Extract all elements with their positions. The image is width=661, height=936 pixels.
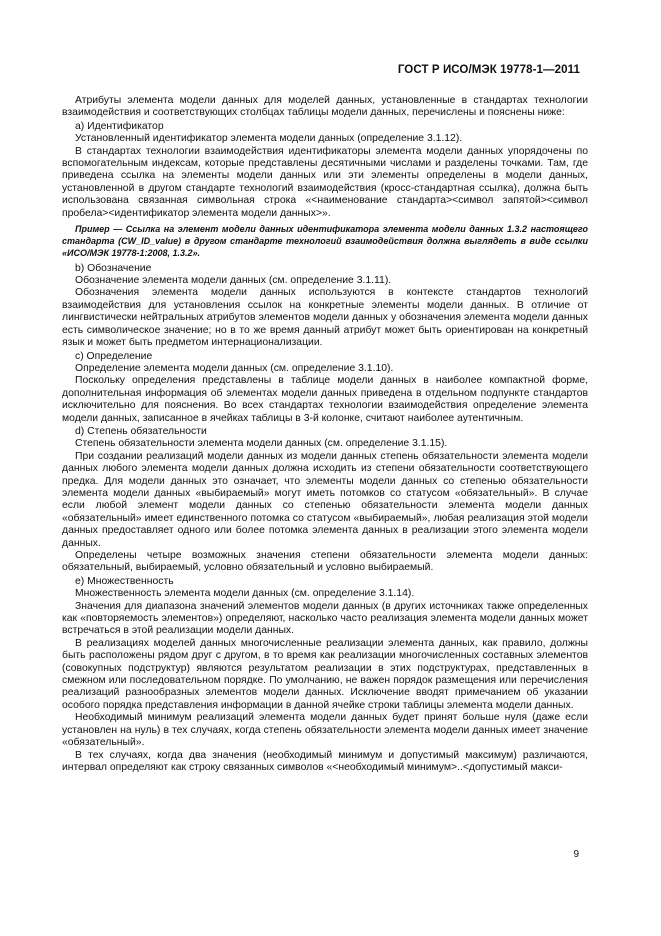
paragraph: В стандартах технологии взаимодействия идентификаторы элемента модели данных упорядочены по вспомогательным индексам, которые представлены десятичными числами и разделены точками. Там, где приведена ссылка на элементы модели данных или эти элементы определены в модели данных, установленной в другом стандарте технологий взаимодействия (кросс-стандартная ссылка), должна быть использована связанная символьная строка «<наименование стандарта><символ запятой><символ пробела><идентификатор элемента модели данных>».: [62, 145, 588, 219]
paragraph: Обозначения элемента модели данных используются в контексте стандартов технологий взаимодействия для установления ссылок на конкретные элементы модели данных. В отличие от лингвистически нейтральных атрибутов элементов модели данных у обозначения элемента модели данных есть символическое значение; но в то же время данный атрибут может быть ориентирован на конкретный язык и может быть предметом интернационализации.: [62, 287, 588, 349]
paragraph: Определены четыре возможных значения степени обязательности элемента модели данных: обязательный, выбираемый, условно обязательный и условно выбираемый.: [62, 550, 588, 574]
page-number: 9: [573, 849, 579, 860]
paragraph: При создании реализаций модели данных из модели данных степень обязательности элемента модели данных любого элемента модели данных должна исходить из степени обязательности соответствующего предка. Для модели данных это означает, что элементы модели данных со степенью обязательности элемента модели данных «выбираемый» могут иметь потомков со статусом «обязательный». В случае если любой элемент модели данных со степенью обязательности элемента модели данных «обязательный» имеет единственного потомка со статусом «выбираемый», любая реализация этой модели данных предоставляет одного или более потомка элемента данных в реализации этого элемента модели данных.: [62, 450, 588, 549]
document-body: [62, 95, 588, 774]
section-heading-d: d) Степень обязательности: [75, 425, 207, 437]
paragraph: Множественность элемента модели данных (см. определение 3.1.14).: [75, 588, 415, 600]
paragraph: Необходимый минимум реализаций элемента модели данных будет принят больше нуля (даже если установлен на нуль) в тех случаях, когда степень обязательности элемента модели данных имеет значение «обязательный».: [62, 712, 588, 749]
example-note: Пример — Ссылка на элемент модели данных идентификатора элемента модели данных 1.3.2 настоящего стандарта (CW_ID_value) в другом стандарте технологий взаимодействия должна выглядеть в виде ссылки «ИСО/МЭК 19778-1:2008, 1.3.2».: [62, 224, 588, 259]
section-heading-c: c) Определение: [75, 350, 153, 362]
document-header: ГОСТ Р ИСО/МЭК 19778-1—2011: [397, 64, 580, 76]
paragraph: В реализациях моделей данных многочисленные реализации элемента данных, как правило, должны быть расположены рядом друг с другом, в то время как реализации многочисленных составных элементов (совокупных подструктур) являются результатом реализации в этих подструктурах, представленных в смежном или последовательном порядке. По умолчанию, не важен порядок размещения или перечисления реализаций разнообразных элементов модели данных. Исключение вводят примечанием об указании особого порядка представления информации в данной ячейке строки таблицы элемента модели данных.: [62, 637, 588, 711]
section-heading-a: а) Идентификатор: [75, 120, 164, 132]
section-heading-b: b) Обозначение: [75, 262, 152, 274]
paragraph: В тех случаях, когда два значения (необходимый минимум и допустимый максимум) различаются, интервал определяют как строку связанных символов «<необходимый минимум>..<допустимый макси-: [62, 749, 588, 773]
paragraph: Степень обязательности элемента модели данных (см. определение 3.1.15).: [75, 438, 448, 450]
paragraph: Значения для диапазона значений элементов модели данных (в других источниках также определенных как «повторяемость элементов») определяют, насколько часто реализация элемента модели данных может встречаться в этой реализации модели данных.: [62, 600, 588, 637]
paragraph: Атрибуты элемента модели данных для моделей данных, установленные в стандартах технологии взаимодействия и соответствующих столбцах таблицы модели данных, перечислены и пояснены ниже:: [62, 95, 588, 119]
paragraph: Обозначение элемента модели данных (см. определение 3.1.11).: [75, 275, 392, 287]
section-heading-e: e) Множественность: [75, 575, 174, 587]
paragraph: Поскольку определения представлены в таблице модели данных в наиболее компактной форме, дополнительная информация об элементах модели данных приведена в отдельном подпункте стандартов исключительно для пояснения. Во всех стандартах технологии взаимодействия определение элемента модели данных, записанное в ячейках таблицы в 3-й колонке, считают наиболее аутентичным.: [62, 375, 588, 424]
paragraph: Установленный идентификатор элемента модели данных (определение 3.1.12).: [75, 133, 463, 145]
paragraph: Определение элемента модели данных (см. определение 3.1.10).: [75, 362, 394, 374]
